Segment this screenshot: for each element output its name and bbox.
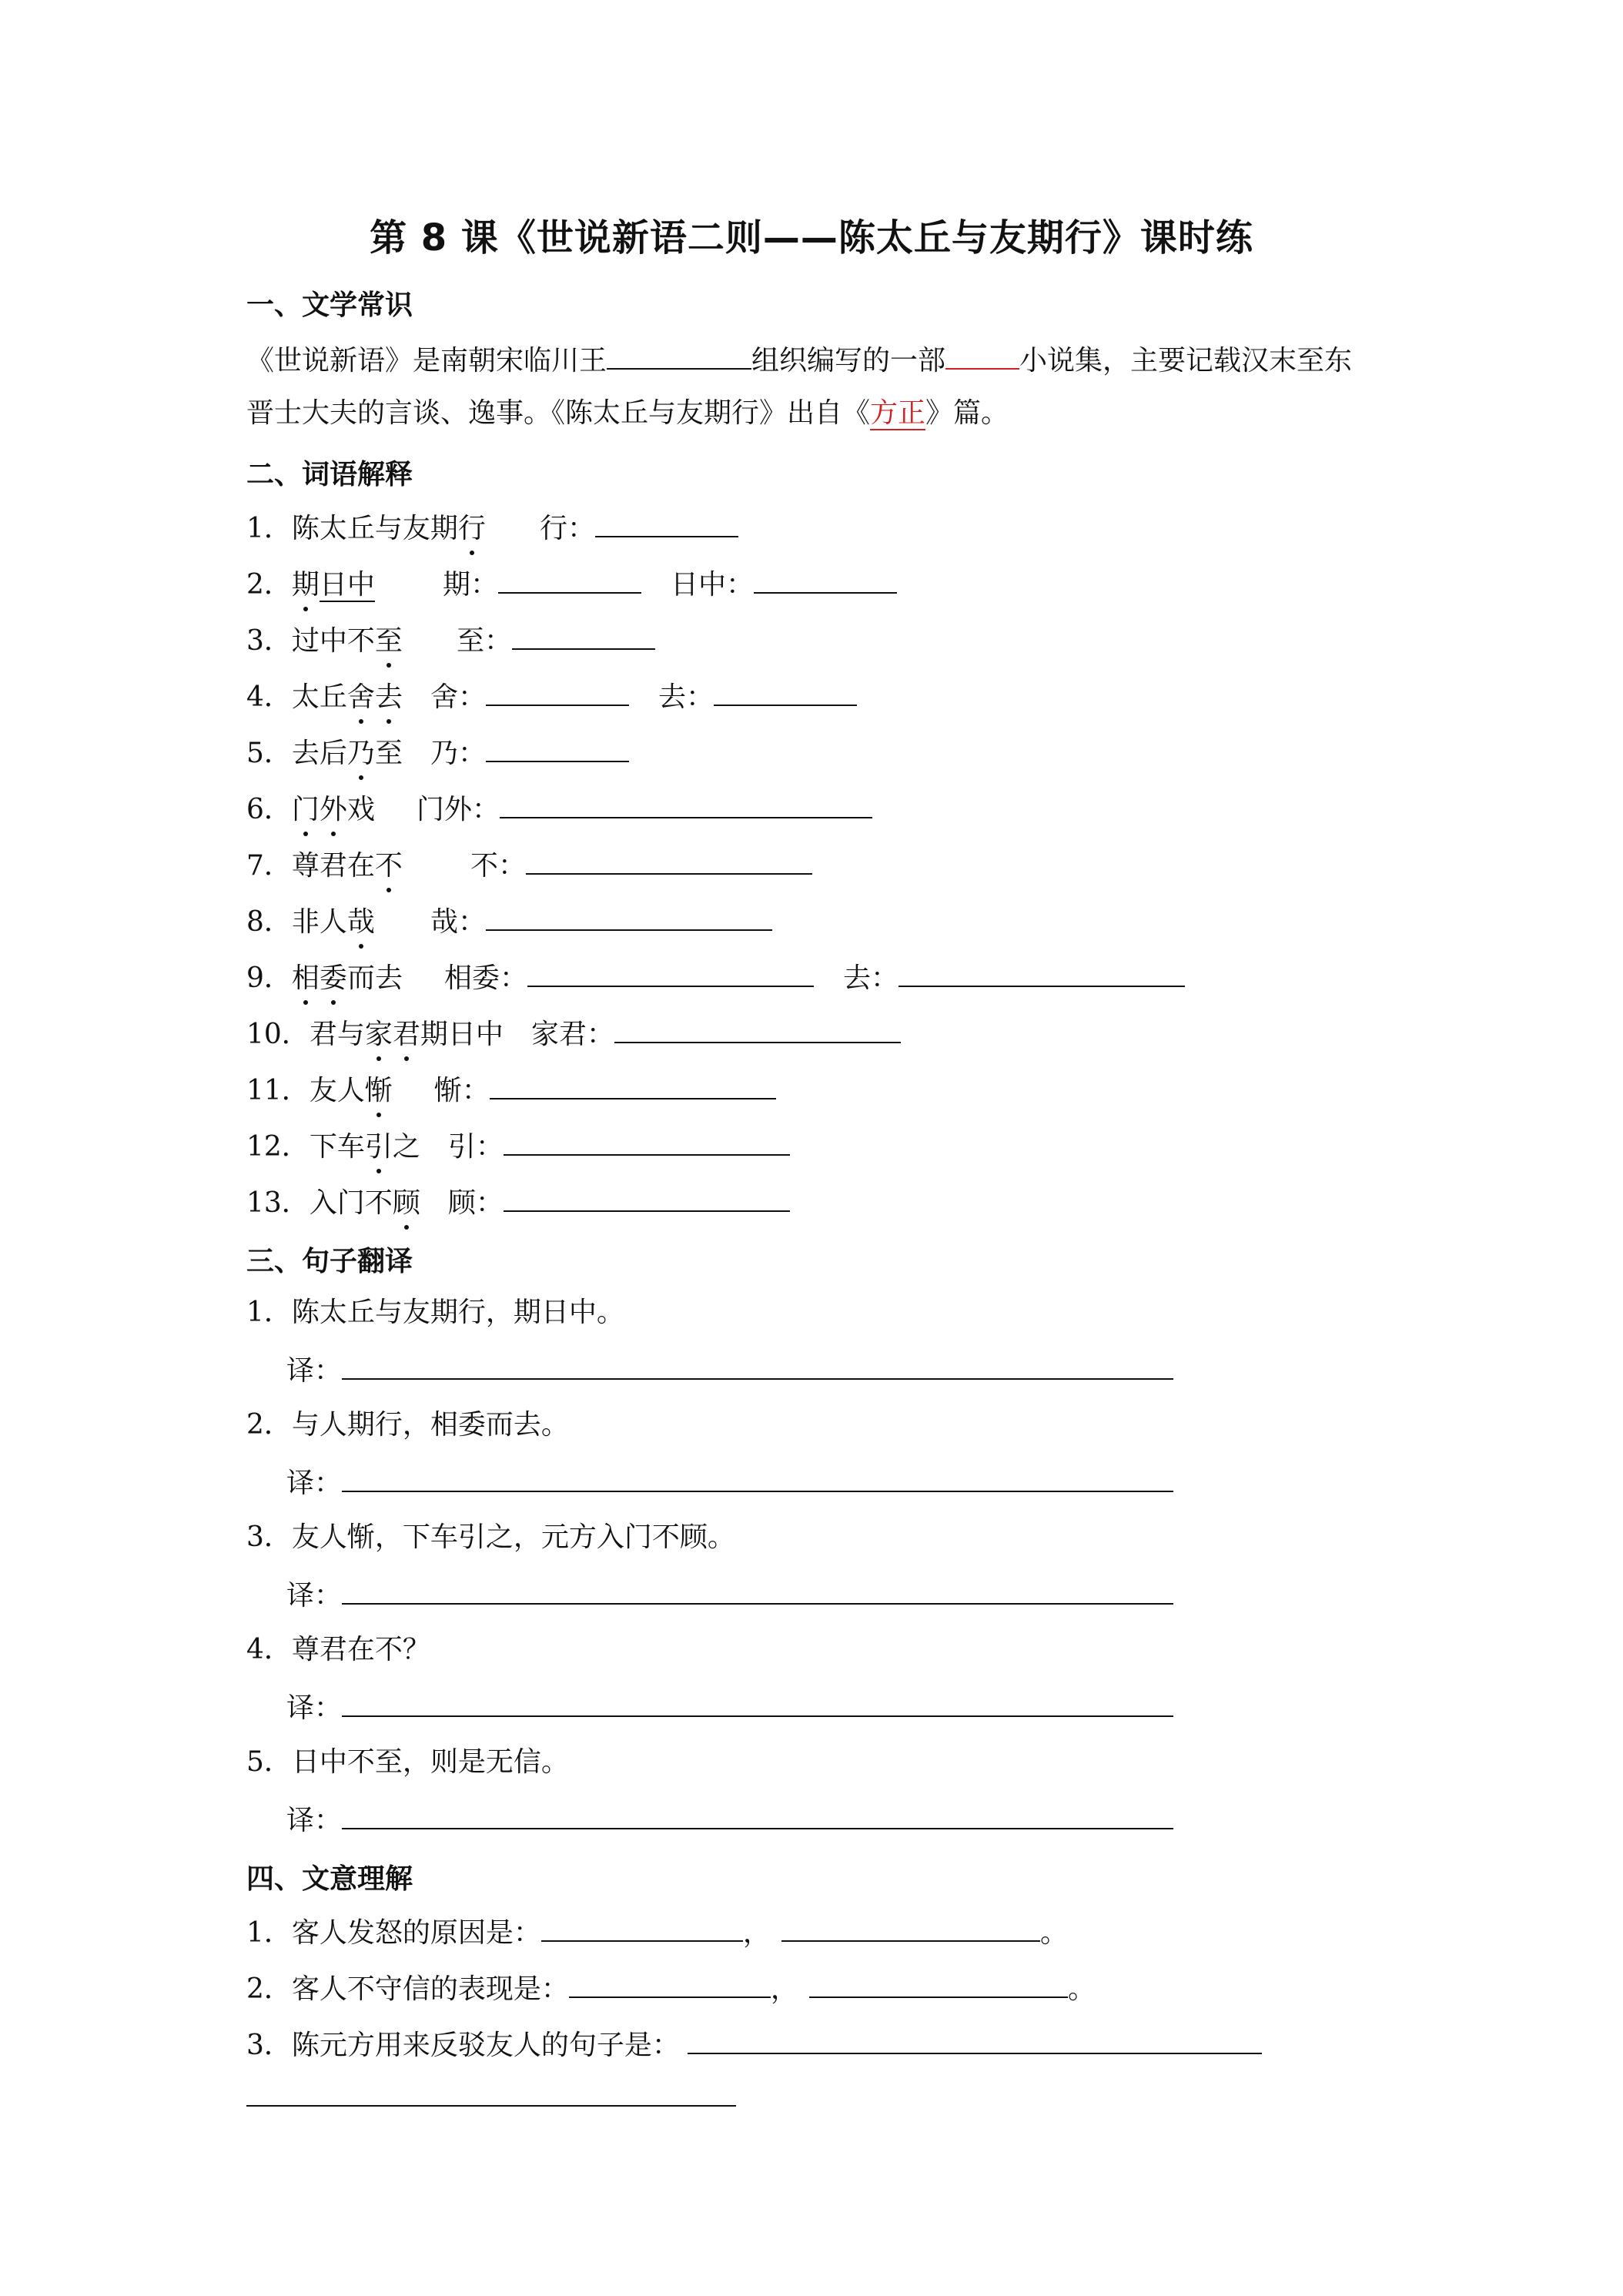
translation-item-3: 3．友人惭，下车引之，元方入门不顾。 (246, 1521, 735, 1553)
answer-blank[interactable] (504, 1184, 790, 1212)
translation-blank[interactable] (342, 1352, 1173, 1380)
vocab-item-13: 13．入门不顾 顾： (246, 1184, 790, 1220)
translation-item-2: 2．与人期行，相委而去。 (246, 1409, 569, 1441)
comprehension-item-2: 2．客人不守信的表现是： ， 。 (246, 1970, 1096, 2006)
answer-blank[interactable] (486, 735, 629, 762)
comprehension-item-1: 1．客人发怒的原因是： ， 。 (246, 1914, 1068, 1950)
answer-blank[interactable] (526, 847, 812, 875)
translation-blank[interactable] (342, 1802, 1173, 1829)
translation-blank[interactable] (342, 1577, 1173, 1605)
section-heading-translation: 三、句子翻译 (246, 1246, 413, 1277)
vocab-item-12: 12．下车引之 引： (246, 1128, 790, 1164)
vocab-item-8: 8．非人哉 哉： (246, 903, 772, 939)
translation-answer-2: 译： (286, 1464, 1173, 1501)
answer-blank[interactable] (614, 1016, 901, 1043)
vocab-item-5: 5．去后乃至 乃： (246, 735, 629, 771)
literature-text-1b: 组织编写的一部 (751, 345, 946, 377)
literature-text-2b: 》篇。 (925, 397, 1009, 429)
answer-blank[interactable] (899, 959, 1185, 987)
section-heading-literature: 一、文学常识 (246, 290, 413, 321)
chapter-answer: 方正 (870, 397, 926, 429)
vocab-item-1: 1．陈太丘与友期行 行： (246, 510, 738, 546)
answer-blank[interactable] (504, 1128, 790, 1156)
vocab-item-10: 10．君与家君期日中 家君： (246, 1016, 901, 1052)
literature-text-2a: 晋士大夫的言谈、逸事。《陈太丘与友期行》出自《 (246, 397, 871, 429)
literature-line-2 (246, 397, 1009, 430)
translation-item-4: 4．尊君在不？ (246, 1634, 430, 1665)
answer-blank[interactable] (809, 1970, 1068, 1998)
literature-text-1c: 小说集，主要记载汉末至东 (1019, 345, 1353, 377)
translation-blank[interactable] (342, 1689, 1173, 1717)
comprehension-item-3: 3．陈元方用来反驳友人的句子是： (246, 2027, 1262, 2063)
literature-text-1a: 《世说新语》是南朝宋临川王 (246, 345, 607, 377)
section-heading-comprehension: 四、文意理解 (246, 1863, 413, 1895)
translation-item-1: 1．陈太丘与友期行，期日中。 (246, 1297, 624, 1328)
author-blank[interactable] (607, 342, 751, 370)
vocab-item-4: 4．太丘舍去 舍： 去： (246, 678, 857, 715)
vocab-item-6: 6．门外戏 门外： (246, 791, 872, 827)
translation-answer-1: 译： (286, 1352, 1173, 1388)
section-heading-vocab: 二、词语解释 (246, 459, 413, 490)
answer-blank[interactable] (541, 1914, 743, 1942)
answer-blank[interactable] (490, 1072, 776, 1099)
vocab-item-9: 9．相委而去 相委： 去： (246, 959, 1185, 996)
translation-answer-3: 译： (286, 1577, 1173, 1613)
answer-blank[interactable] (714, 678, 857, 706)
answer-blank[interactable] (754, 566, 897, 594)
answer-blank[interactable] (569, 1970, 771, 1998)
answer-blank[interactable] (595, 510, 738, 537)
translation-answer-5: 译： (286, 1802, 1173, 1838)
translation-answer-4: 译： (286, 1689, 1173, 1725)
vocab-item-7: 7．尊君在不 不： (246, 847, 812, 883)
answer-blank[interactable] (527, 959, 814, 987)
answer-blank[interactable] (512, 622, 655, 650)
literature-line-1 (246, 342, 1352, 378)
answer-blank[interactable] (246, 2079, 736, 2107)
vocab-item-2: 2．期日中 期： 日中： (246, 566, 897, 602)
genre-blank[interactable] (945, 342, 1019, 370)
comprehension-item-3-continued (246, 2079, 736, 2115)
vocab-item-11: 11．友人惭 惭： (246, 1072, 776, 1108)
vocab-item-3: 3．过中不至 至： (246, 622, 655, 658)
answer-blank[interactable] (498, 566, 641, 594)
translation-item-5: 5．日中不至，则是无信。 (246, 1746, 569, 1778)
answer-blank[interactable] (781, 1914, 1040, 1942)
answer-blank[interactable] (688, 2027, 1262, 2054)
answer-blank[interactable] (500, 791, 872, 818)
answer-blank[interactable] (486, 678, 629, 706)
answer-blank[interactable] (486, 903, 772, 931)
page-title: 第 8 课《世说新语二则——陈太丘与友期行》课时练 (370, 216, 1253, 259)
translation-blank[interactable] (342, 1464, 1173, 1492)
